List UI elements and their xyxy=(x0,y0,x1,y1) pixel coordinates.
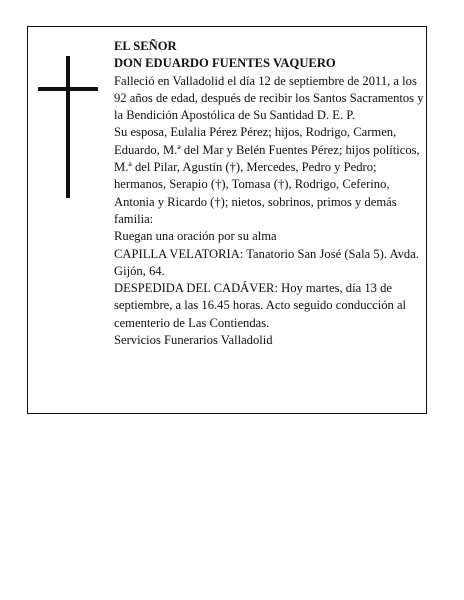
obituary-notice xyxy=(27,26,427,414)
obituary-title: EL SEÑOR xyxy=(114,39,177,53)
chapel-info: CAPILLA VELATORIA: Tanatorio San José (Sala 5). Avda. Gijón, 64. xyxy=(114,246,419,278)
death-announcement: Falleció en Valladolid el día 12 de septiembre de 2011, a los 92 años de edad, después de recibir los Santos Sacramentos y la Bendición Apostólica de Su Santidad D. E. P. xyxy=(114,73,424,123)
obituary-text xyxy=(114,38,424,349)
cross-vertical-bar xyxy=(66,56,70,198)
cross-icon xyxy=(38,56,98,198)
deceased-name: DON EDUARDO FUENTES VAQUERO xyxy=(114,56,336,71)
cross-horizontal-bar xyxy=(38,87,98,91)
prayer-request: Ruegan una oración por su alma xyxy=(114,229,277,244)
family-list: Su esposa, Eulalia Pérez Pérez; hijos, Rodrigo, Carmen, Eduardo, M.ª del Mar y Belén Fuentes Pérez; hijos políticos, M.ª del Pilar, Agustín (†), Mercedes, Pedro y Pedro; hermanos, Serapio (†), Tomasa (†), Rodrigo, Ceferino, Antonia y Ricardo (†); nietos, sobrinos, primos y demás familia: xyxy=(114,125,420,226)
funeral-services: Servicios Funerarios Valladolid xyxy=(114,333,273,348)
farewell-info: DESPEDIDA DEL CADÁVER: Hoy martes, día 13 de septiembre, a las 16.45 horas. Acto seguido conducción al cementerio de Las Contiendas. xyxy=(114,281,407,330)
